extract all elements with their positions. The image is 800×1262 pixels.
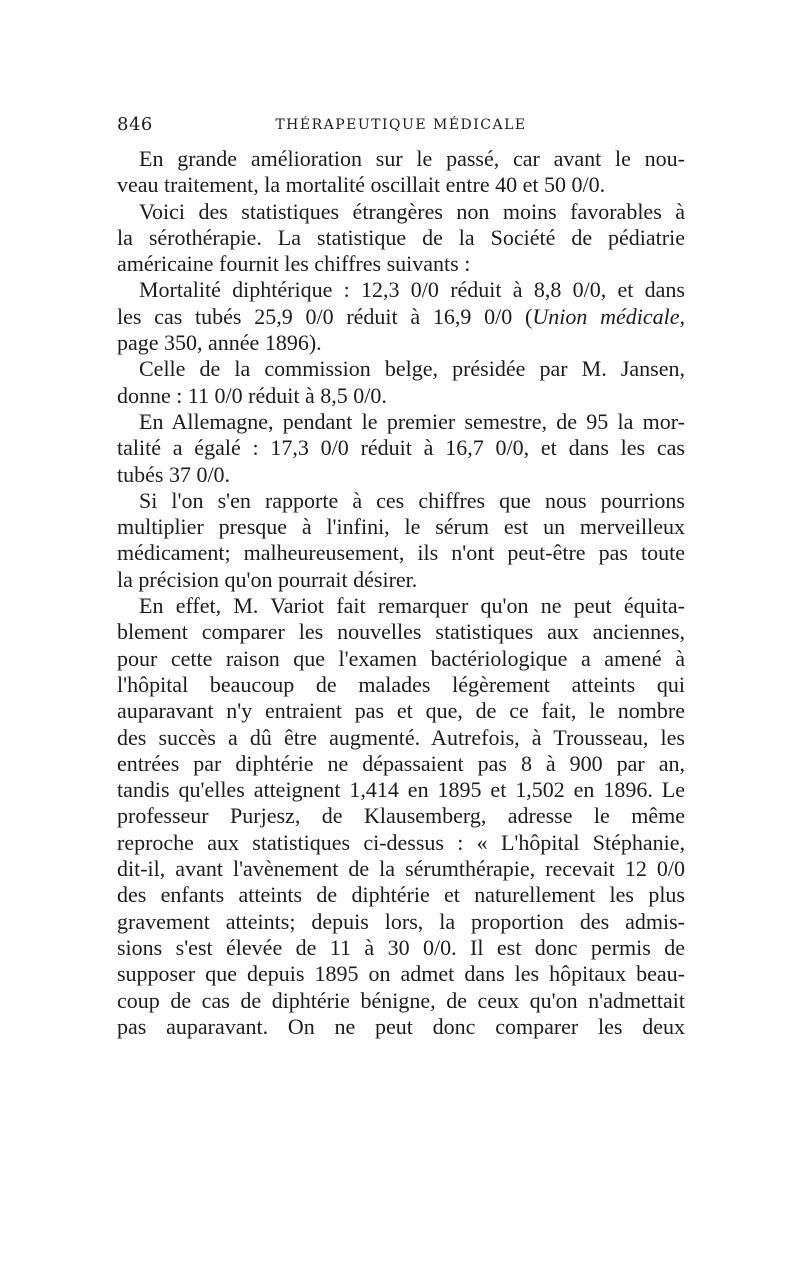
text-line: coup de cas de diphtérie bénigne, de ceux qu'on n'admettait bbox=[117, 987, 685, 1013]
text-segment: , bbox=[679, 303, 685, 329]
text-line: pas auparavant. On ne peut donc comparer les deux bbox=[117, 1013, 685, 1039]
text-segment: les cas tubés 25,9 0/0 réduit à 16,9 0/0 ( bbox=[117, 303, 533, 329]
text-line: veau traitement, la mortalité oscillait entre 40 et 50 0/0. bbox=[117, 172, 606, 198]
journal-title: Union médicale bbox=[532, 303, 680, 329]
text-line: reproche aux statistiques ci-dessus : « L'hôpital Stéphanie, bbox=[117, 829, 685, 855]
text-line: pour cette raison que l'examen bactériologique a amené à bbox=[117, 645, 685, 671]
text-line: la sérothérapie. La statistique de la Société de pédiatrie bbox=[117, 224, 685, 250]
text-line: médicament; malheureusement, ils n'ont peut-être pas toute bbox=[117, 540, 685, 566]
text-line: supposer que depuis 1895 on admet dans les hôpitaux beau- bbox=[117, 961, 685, 987]
text-line: tandis qu'elles atteignent 1,414 en 1895 et 1,502 en 1896. Le bbox=[117, 777, 685, 803]
body-text bbox=[117, 146, 685, 1040]
text-line: américaine fournit les chiffres suivants : bbox=[117, 251, 471, 277]
text-line: page 350, année 1896). bbox=[117, 330, 322, 356]
text-line: multiplier presque à l'infini, le sérum est un merveilleux bbox=[117, 514, 685, 540]
page-number: 846 bbox=[117, 114, 153, 135]
running-head bbox=[117, 114, 685, 138]
text-line: En Allemagne, pendant le premier semestre, de 95 la mor- bbox=[139, 408, 685, 434]
text-line-with-citation bbox=[117, 304, 685, 330]
text-line: la précision qu'on pourrait désirer. bbox=[117, 566, 418, 592]
text-line: Mortalité diphtérique : 12,3 0/0 réduit à 8,8 0/0, et dans bbox=[139, 277, 685, 303]
text-line: l'hôpital beaucoup de malades légèrement atteints qui bbox=[117, 671, 685, 697]
text-line: En grande amélioration sur le passé, car avant le nou- bbox=[139, 146, 685, 171]
text-line: sions s'est élevée de 11 à 30 0/0. Il est donc permis de bbox=[117, 934, 685, 960]
text-line: Celle de la commission belge, présidée par M. Jansen, bbox=[139, 356, 685, 382]
text-line: talité a égalé : 17,3 0/0 réduit à 16,7 0/0, et dans les cas bbox=[117, 435, 685, 461]
text-line: dit-il, avant l'avènement de la sérumthérapie, recevait 12 0/0 bbox=[117, 856, 685, 882]
text-line: des enfants atteints de diphtérie et naturellement les plus bbox=[117, 882, 685, 908]
text-line: Voici des statistiques étrangères non moins favorables à bbox=[139, 198, 685, 224]
text-line: blement comparer les nouvelles statistiques aux anciennes, bbox=[117, 619, 685, 645]
text-line: Si l'on s'en rapporte à ces chiffres que nous pourrions bbox=[139, 487, 685, 513]
text-line: auparavant n'y entraient pas et que, de ce fait, le nombre bbox=[117, 698, 685, 724]
text-line: entrées par diphtérie ne dépassaient pas 8 à 900 par an, bbox=[117, 750, 685, 776]
text-line: donne : 11 0/0 réduit à 8,5 0/0. bbox=[117, 382, 387, 408]
text-line: tubés 37 0/0. bbox=[117, 461, 231, 487]
text-line: gravement atteints; depuis lors, la proportion des admis- bbox=[117, 908, 685, 934]
text-line: professeur Purjesz, de Klausemberg, adresse le même bbox=[117, 803, 685, 829]
text-line: des succès a dû être augmenté. Autrefois, à Trousseau, les bbox=[117, 724, 685, 750]
running-title: THÉRAPEUTIQUE MÉDICALE bbox=[275, 117, 527, 133]
text-line: En effet, M. Variot fait remarquer qu'on ne peut équita- bbox=[139, 593, 685, 619]
